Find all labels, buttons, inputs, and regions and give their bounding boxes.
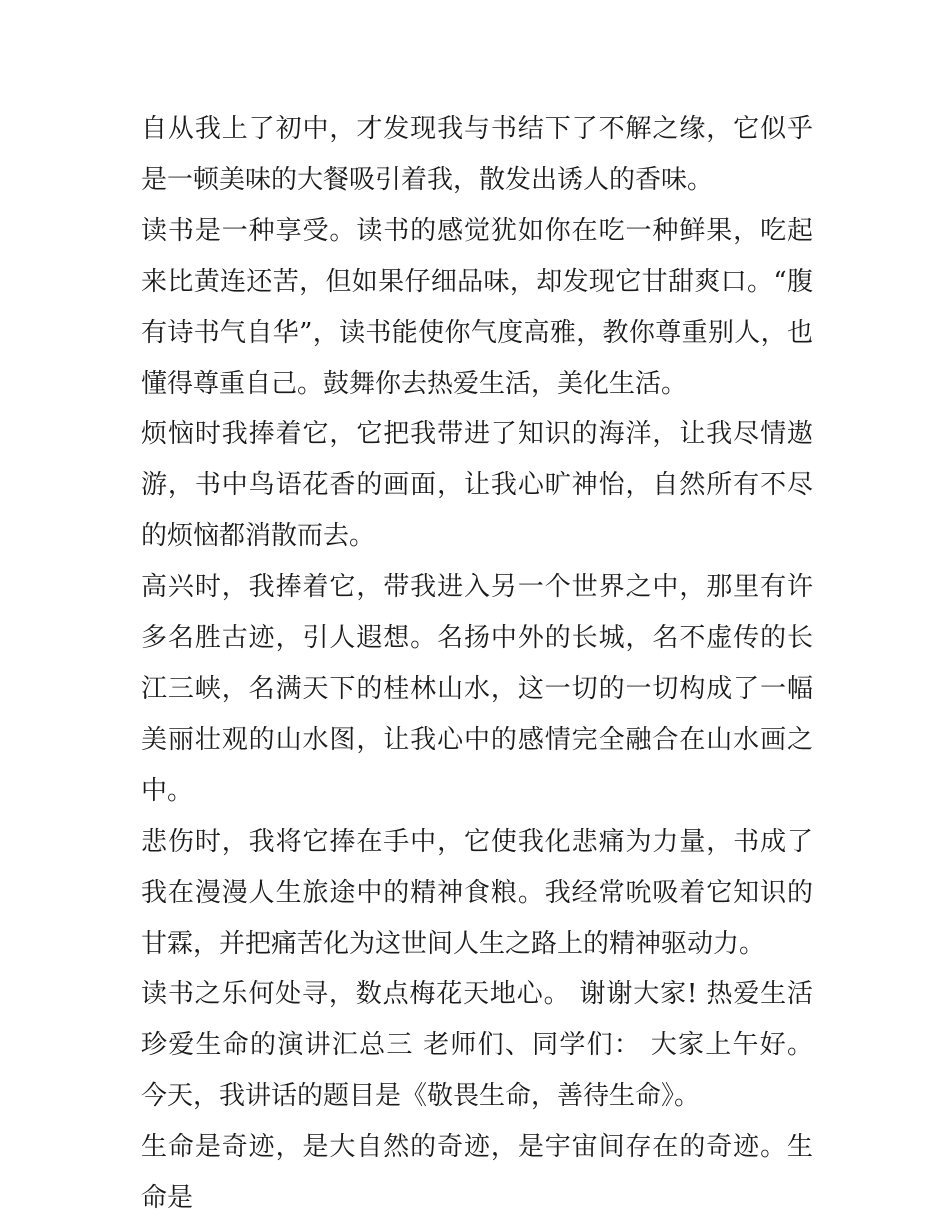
document-body xyxy=(141,104,813,1224)
paragraph-7: 生命是奇迹，是大自然的奇迹，是宇宙间存在的奇迹。生命是 xyxy=(141,1132,813,1214)
paragraph-5: 悲伤时，我将它捧在手中，它使我化悲痛为力量，书成了我在漫漫人生旅途中的精神食粮。我经常吮吸着它知识的甘霖，并把痛苦化为这世间人生之路上的精神驱动力。 xyxy=(141,826,813,959)
paragraph-2: 读书是一种享受。读书的感觉犹如你在吃一种鲜果，吃起来比黄连还苦，但如果仔细品味，却发现它甘甜爽口。“腹有诗书气自华”，读书能使你气度高雅，教你尊重别人，也懂得尊重自己。鼓舞你去热爱生活，美化生活。 xyxy=(141,215,813,399)
paragraph-3: 烦恼时我捧着它，它把我带进了知识的海洋，让我尽情遨游，书中鸟语花香的画面，让我心旷神怡，自然所有不尽的烦恼都消散而去。 xyxy=(141,419,813,552)
paragraph-6: 读书之乐何处寻，数点梅花天地心。 谢谢大家! 热爱生活珍爱生命的演讲汇总三 老师们、同学们： 大家上午好。 今天，我讲话的题目是《敬畏生命，善待生命》。 xyxy=(141,979,813,1112)
paragraph-4: 高兴时，我捧着它，带我进入另一个世界之中，那里有许多名胜古迹，引人遐想。名扬中外的长城，名不虚传的长江三峡，名满天下的桂林山水，这一切的一切构成了一幅美丽壮观的山水图，让我心中的感情完全融合在山水画之中。 xyxy=(141,572,813,806)
paragraph-1: 自从我上了初中，才发现我与书结下了不解之缘，它似乎是一顿美味的大餐吸引着我，散发出诱人的香味。 xyxy=(141,114,813,195)
